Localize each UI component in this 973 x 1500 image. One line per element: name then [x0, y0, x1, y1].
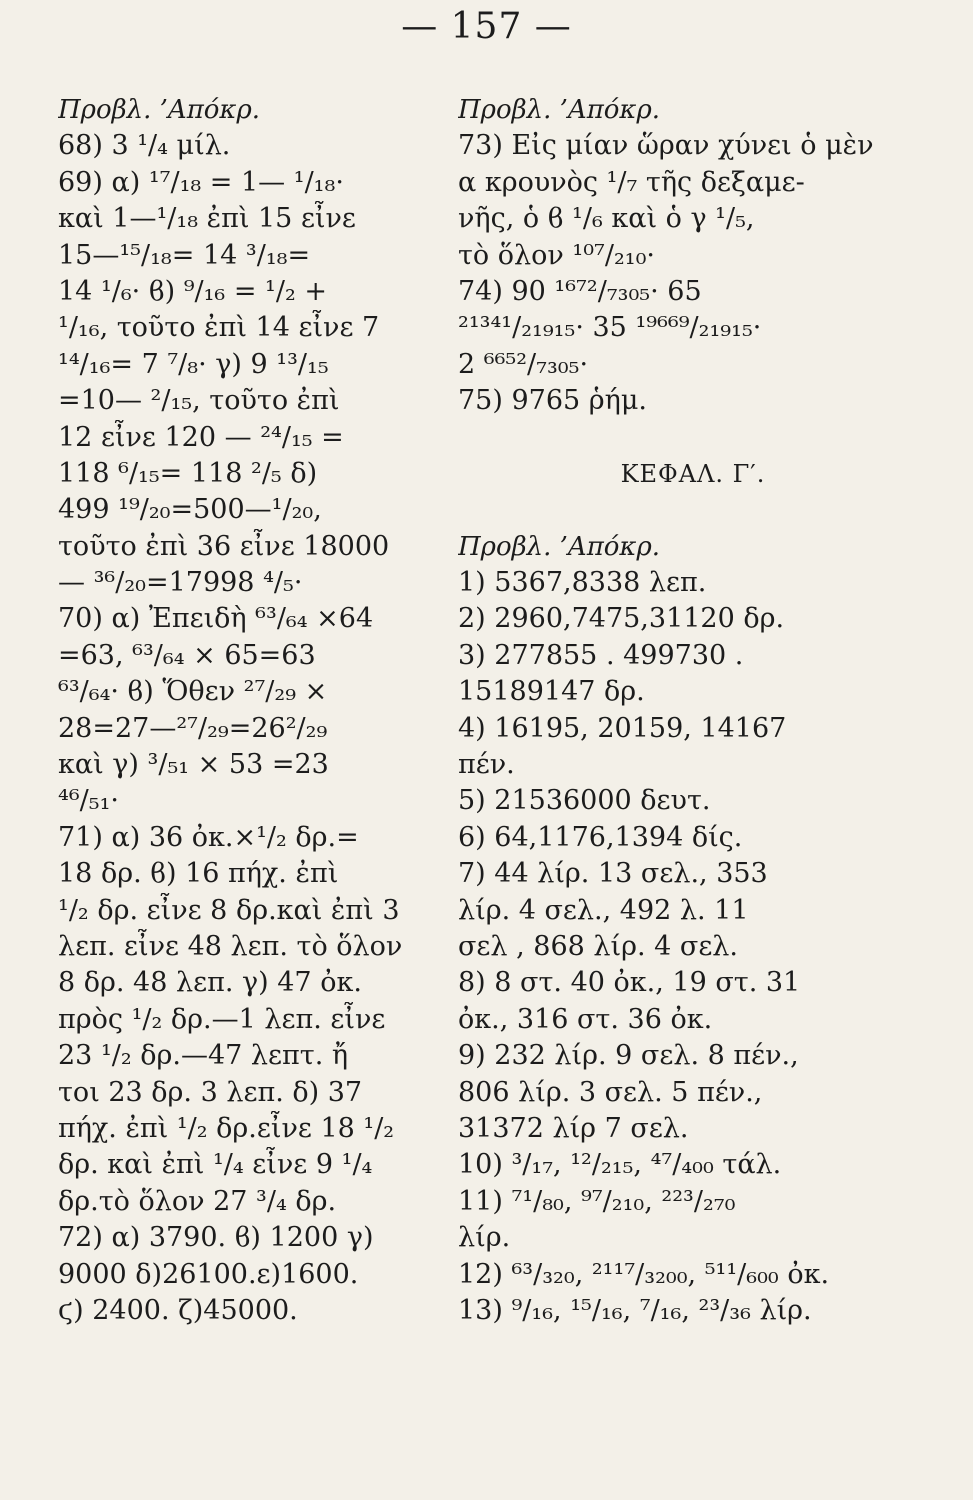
left-column: [58, 92, 458, 1329]
text-line: — ³⁶/₂₀=17998 ⁴/₅·: [58, 567, 303, 599]
text-line: 72) α) 3790. ϐ) 1200 γ): [58, 1222, 374, 1254]
right-column-bottom-block: [458, 529, 928, 1330]
column-heading: Προβλ. ’Απόκρ.: [458, 531, 661, 562]
text-line: ²¹³⁴¹/₂₁₉₁₅· 35 ¹⁹⁶⁶⁹/₂₁₉₁₅·: [458, 312, 762, 344]
text-line: 1) 5367,8338 λεπ.: [458, 567, 707, 599]
text-line: 71) α) 36 ὀκ.×¹/₂ δρ.=: [58, 821, 359, 853]
text-line: 12 εἶνε 120 — ²⁴/₁₅ =: [58, 421, 344, 453]
text-line: 9) 232 λίρ. 9 σελ. 8 πέν.,: [458, 1040, 799, 1072]
text-line: ¹/₂ δρ. εἶνε 8 δρ.καὶ ἐπὶ 3: [58, 894, 400, 926]
text-line: τὸ ὅλον ¹⁰⁷/₂₁₀·: [458, 239, 656, 271]
text-line: 499 ¹⁹/₂₀=500—¹/₂₀,: [58, 494, 322, 526]
text-line: 15189147 δρ.: [458, 676, 645, 708]
chapter-heading: ΚΕΦΑΛ. Γ′.: [620, 459, 766, 488]
text-line: τοῦτο ἐπὶ 36 εἶνε 18000: [58, 530, 390, 562]
text-line: σελ , 868 λίρ. 4 σελ.: [458, 930, 739, 962]
text-line: ϛ) 2400. ζ)45000.: [58, 1294, 298, 1326]
text-line: 2) 2960,7475,31120 δρ.: [458, 603, 785, 635]
text-line: 68) 3 ¹/₄ μίλ.: [58, 130, 231, 162]
page-number: — 157 —: [401, 6, 572, 47]
text-line: 15—¹⁵/₁₈= 14 ³/₁₈=: [58, 239, 311, 271]
text-line: λίρ. 4 σελ., 492 λ. 11: [458, 894, 749, 926]
text-line: ⁶³/₆₄· ϐ) Ὅθεν ²⁷/₂₉ ×: [58, 676, 328, 708]
text-line: πέν.: [458, 749, 515, 781]
text-line: 70) α) Ἐπειδὴ ⁶³/₆₄ ×64: [58, 603, 374, 635]
blank-line: [458, 420, 928, 456]
column-heading: Προβλ. ’Απόκρ.: [58, 95, 261, 125]
text-line: 11) ⁷¹/₈₀, ⁹⁷/₂₁₀, ²²³/₂₇₀: [458, 1185, 736, 1217]
text-line: 18 δρ. ϐ) 16 πήχ. ἐπὶ: [58, 858, 339, 890]
text-line: καὶ γ) ³/₅₁ × 53 =23: [58, 749, 329, 781]
text-line: 6) 64,1176,1394 δίς.: [458, 821, 743, 853]
right-column: [458, 92, 928, 1329]
text-line: ⁴⁶/₅₁·: [58, 785, 119, 817]
text-line: 8 δρ. 48 λεπ. γ) 47 ὀκ.: [58, 967, 362, 999]
text-line: 28=27—²⁷/₂₉=26²/₂₉: [58, 712, 328, 744]
text-line: 10) ³/₁₇, ¹²/₂₁₅, ⁴⁷/₄₀₀ τάλ.: [458, 1149, 782, 1181]
text-line: 69) α) ¹⁷/₁₈ = 1— ¹/₁₈·: [58, 166, 344, 198]
text-line: α κρουνὸς ¹/₇ τῆς δεξαμε-: [458, 166, 805, 198]
text-line: πήχ. ἐπὶ ¹/₂ δρ.εἶνε 18 ¹/₂: [58, 1112, 395, 1144]
text-line: καὶ 1—¹/₁₈ ἐπὶ 15 εἶνε: [58, 203, 356, 235]
text-line: 13) ⁹/₁₆, ¹⁵/₁₆, ⁷/₁₆, ²³/₃₆ λίρ.: [458, 1294, 812, 1326]
text-line: λίρ.: [458, 1222, 511, 1254]
text-line: δρ.τὸ ὅλον 27 ³/₄ δρ.: [58, 1185, 337, 1217]
text-line: τοι 23 δρ. 3 λεπ. δ) 37: [58, 1076, 363, 1108]
text-line: πρὸς ¹/₂ δρ.—1 λεπ. εἶνε: [58, 1003, 386, 1035]
text-line: 73) Εἰς μίαν ὥραν χύνει ὁ μὲν: [458, 130, 874, 162]
text-line: λεπ. εἶνε 48 λεπ. τὸ ὅλον: [58, 930, 403, 962]
text-line: =63, ⁶³/₆₄ × 65=63: [58, 639, 316, 671]
text-line: ¹/₁₆, τοῦτο ἐπὶ 14 εἶνε 7: [58, 312, 380, 344]
text-line: 9000 δ)26100.ε)1600.: [58, 1258, 359, 1290]
text-line: 23 ¹/₂ δρ.—47 λεπτ. ἤ: [58, 1040, 349, 1072]
text-line: 118 ⁶/₁₅= 118 ²/₅ δ): [58, 457, 318, 489]
text-line: νῆς, ὁ ϐ ¹/₆ καὶ ὁ γ ¹/₅,: [458, 203, 755, 235]
text-line: 7) 44 λίρ. 13 σελ., 353: [458, 858, 768, 890]
right-column-top-block: [458, 92, 928, 420]
text-line: =10— ²/₁₅, τοῦτο ἐπὶ: [58, 385, 340, 417]
text-line: ὀκ., 316 στ. 36 ὀκ.: [458, 1003, 713, 1035]
text-line: 4) 16195, 20159, 14167: [458, 712, 787, 744]
column-heading: Προβλ. ’Απόκρ.: [458, 95, 661, 125]
text-line: 806 λίρ. 3 σελ. 5 πέν.,: [458, 1076, 763, 1108]
text-line: δρ. καὶ ἐπὶ ¹/₄ εἶνε 9 ¹/₄: [58, 1149, 373, 1181]
text-line: 3) 277855 . 499730 .: [458, 639, 744, 671]
text-line: 75) 9765 ῥήμ.: [458, 385, 647, 417]
text-line: 5) 21536000 δευτ.: [458, 785, 711, 817]
text-line: 8) 8 στ. 40 ὀκ., 19 στ. 31: [458, 967, 801, 999]
text-line: 31372 λίρ 7 σελ.: [458, 1112, 689, 1144]
text-line: ¹⁴/₁₆= 7 ⁷/₈· γ) 9 ¹³/₁₅: [58, 348, 329, 380]
text-line: 12) ⁶³/₃₂₀, ²¹¹⁷/₃₂₀₀, ⁵¹¹/₆₀₀ ὀκ.: [458, 1258, 830, 1290]
blank-line: [458, 492, 928, 528]
text-line: 74) 90 ¹⁶⁷²/₇₃₀₅· 65: [458, 275, 702, 307]
text-line: 14 ¹/₆· ϐ) ⁹/₁₆ = ¹/₂ +: [58, 275, 327, 307]
text-line: 2 ⁶⁶⁵²/₇₃₀₅·: [458, 348, 589, 380]
